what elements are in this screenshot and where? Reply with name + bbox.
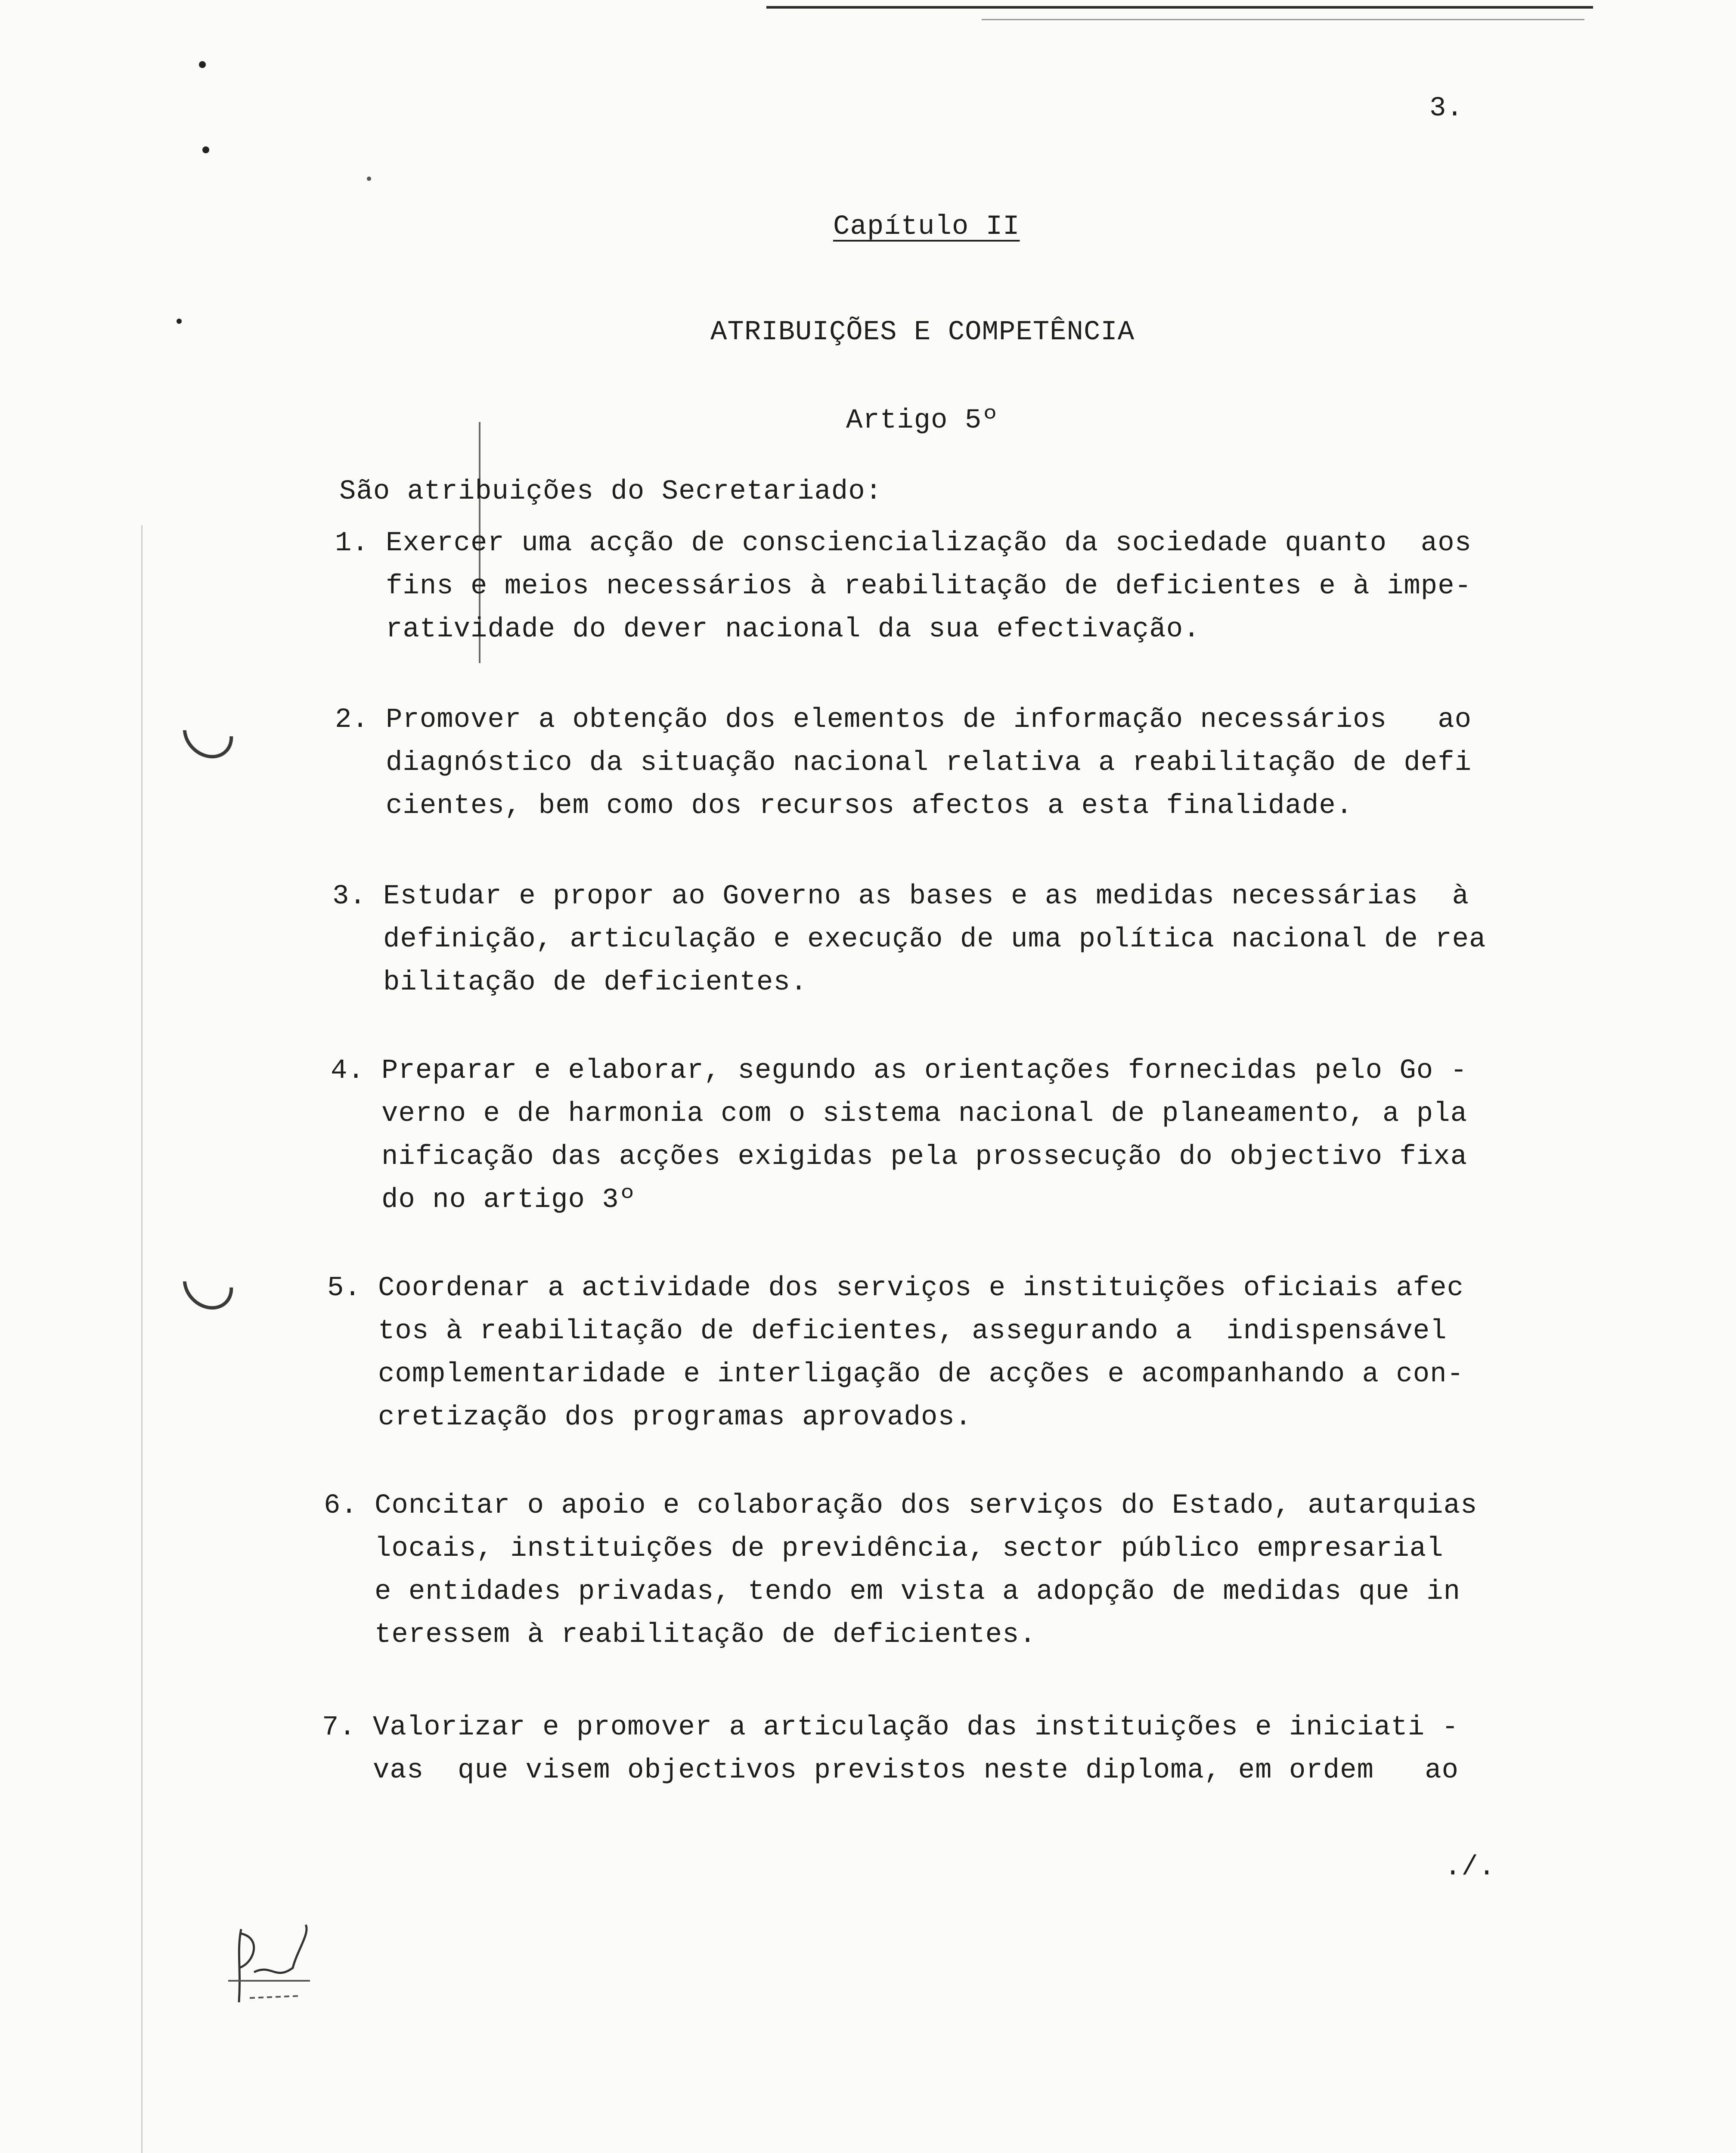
section-title: ATRIBUIÇÕES E COMPETÊNCIA — [710, 317, 1135, 348]
page-number: 3. — [1429, 93, 1463, 124]
chapter-heading: Capítulo II — [833, 211, 1020, 242]
intro-paragraph: São atribuições do Secretariado: — [339, 476, 882, 507]
item-line: nificação das acções exigidas pela prossecução do objectivo fixa — [381, 1142, 1467, 1173]
item-line: ratividade do dever nacional da sua efectivação. — [386, 614, 1200, 645]
item-line: vas que visem objectivos previstos neste diploma, em ordem ao — [373, 1755, 1459, 1786]
item-line: Coordenar a actividade dos serviços e instituições oficiais afec — [378, 1273, 1464, 1304]
scan-speck — [202, 146, 209, 153]
top-edge-rule — [766, 6, 1593, 9]
item-line: e entidades privadas, tendo em vista a adopção de medidas que in — [375, 1576, 1460, 1607]
item-line: Preparar e elaborar, segundo as orientações fornecidas pelo Go - — [381, 1055, 1467, 1086]
item-line: locais, instituições de previdência, sector público empresarial — [375, 1533, 1444, 1564]
item-line: Valorizar e promover a articulação das instituições e iniciati - — [373, 1712, 1459, 1743]
punch-hole-mark — [173, 1249, 243, 1320]
item-line: Promover a obtenção dos elementos de informação necessários ao — [386, 704, 1472, 735]
handwritten-initials — [224, 1916, 323, 2015]
item-line: do no artigo 3º — [381, 1185, 636, 1216]
item-line: verno e de harmonia com o sistema nacional de planeamento, a pla — [381, 1098, 1467, 1129]
item-line: tos à reabilitação de deficientes, assegurando a indispensável — [378, 1316, 1447, 1347]
item-line: teressem à reabilitação de deficientes. — [375, 1619, 1036, 1650]
article-heading: Artigo 5º — [846, 405, 999, 436]
item-number: 7. — [322, 1712, 356, 1743]
item-line: definição, articulação e execução de uma política nacional de rea — [383, 924, 1486, 955]
item-line: complementaridade e interligação de acções e acompanhando a con- — [378, 1359, 1464, 1390]
item-number: 2. — [335, 704, 369, 735]
item-number: 1. — [335, 528, 369, 559]
item-number: 4. — [331, 1055, 365, 1086]
item-line: diagnóstico da situação nacional relativa a reabilitação de defi — [386, 748, 1472, 779]
item-line: cientes, bem como dos recursos afectos a esta finalidade. — [386, 791, 1353, 822]
scan-speck — [199, 61, 206, 68]
item-line: cretização dos programas aprovados. — [378, 1402, 972, 1433]
punch-hole-mark — [173, 698, 243, 769]
item-number: 3. — [332, 881, 366, 912]
item-line: bilitação de deficientes. — [383, 967, 808, 998]
scan-speck — [367, 177, 371, 181]
item-line: Estudar e propor ao Governo as bases e as medidas necessárias à — [383, 881, 1469, 912]
item-line: Exercer uma acção de consciencialização da sociedade quanto aos — [386, 528, 1472, 559]
item-number: 5. — [327, 1273, 361, 1304]
continuation-mark: ./. — [1445, 1852, 1496, 1883]
item-number: 6. — [324, 1490, 358, 1521]
item-line: fins e meios necessários à reabilitação de deficientes e à impe- — [386, 571, 1472, 602]
top-edge-rule-faint — [982, 19, 1584, 20]
item-line: Concitar o apoio e colaboração dos serviços do Estado, autarquias — [375, 1490, 1478, 1521]
margin-line — [141, 525, 143, 2153]
scan-speck — [177, 319, 182, 324]
